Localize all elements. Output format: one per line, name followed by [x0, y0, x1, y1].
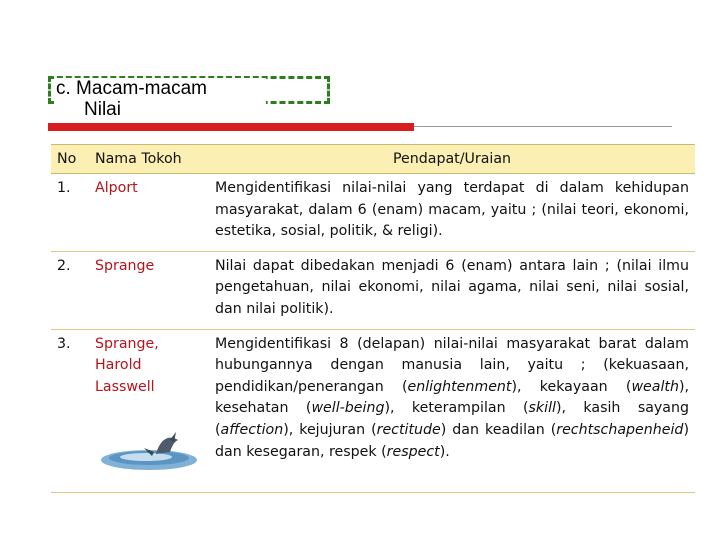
row-name: [89, 251, 209, 329]
row-number: 2.: [51, 251, 89, 329]
text-part: ), kejujuran (: [283, 421, 377, 438]
row-number: 1.: [51, 174, 89, 252]
italic-term: rechtschapenheid: [556, 421, 684, 438]
dolphin-clipart: [96, 418, 202, 474]
header-no: No: [51, 145, 89, 174]
text-part: ), kekayaan (: [511, 378, 632, 395]
table-row: [51, 251, 695, 329]
text-part: Mengidentifikasi 8 (delapan) nilai-nilai masyarakat barat dalam hubungannya dengan manusia lain, yaitu ; (kekuasaan, pendidikan/penerangan (: [215, 335, 689, 395]
text-part: ).: [439, 443, 450, 460]
slide-title: [56, 78, 266, 120]
text-part: ), kesehatan (: [215, 378, 690, 417]
text-part: ) dan keadilan (: [440, 421, 557, 438]
row-description: Mengidentifikasi nilai-nilai yang terdapat di dalam kehidupan masyarakat, dalam 6 (enam) macam, yaitu ; (nilai teori, ekonomi, estetika, sosial, politik, & religi).: [209, 174, 695, 252]
italic-term: rectitude: [376, 421, 441, 438]
name-line: Sprange,: [95, 335, 159, 352]
italic-term: wealth: [631, 378, 679, 395]
text-part: ), keterampilan (: [384, 400, 529, 417]
title-divider-line: [414, 126, 672, 127]
table-row: [51, 174, 695, 252]
italic-term: affection: [220, 421, 284, 438]
name-line: Alport: [95, 180, 138, 196]
italic-term: respect: [386, 443, 440, 460]
italic-term: well-being: [311, 400, 385, 417]
italic-term: skill: [528, 400, 556, 417]
title-line-1: c. Macam-macam: [56, 78, 207, 99]
table-header-row: [51, 145, 695, 174]
name-line: Sprange: [95, 257, 155, 274]
row-description: Nilai dapat dibedakan menjadi 6 (enam) antara lain ; (nilai ilmu pengetahuan, nilai ekonomi, nilai agama, nilai seni, nilai sosial, dan nilai politik).: [209, 251, 695, 329]
text-part: ) dan kesegaran, respek (: [215, 421, 689, 460]
title-underline-bar: [48, 123, 414, 131]
header-name: Nama Tokoh: [89, 145, 209, 174]
italic-term: enlightenment: [407, 378, 512, 395]
row-number: 3.: [51, 329, 89, 492]
name-line: Harold: [95, 357, 142, 374]
row-description: [209, 329, 695, 492]
text-part: ), kasih sayang (: [215, 400, 689, 438]
row-name: [89, 174, 209, 252]
name-line: Lasswell: [95, 378, 155, 395]
title-line-2: Nilai: [84, 99, 121, 120]
header-opinion: Pendapat/Uraian: [209, 145, 695, 174]
